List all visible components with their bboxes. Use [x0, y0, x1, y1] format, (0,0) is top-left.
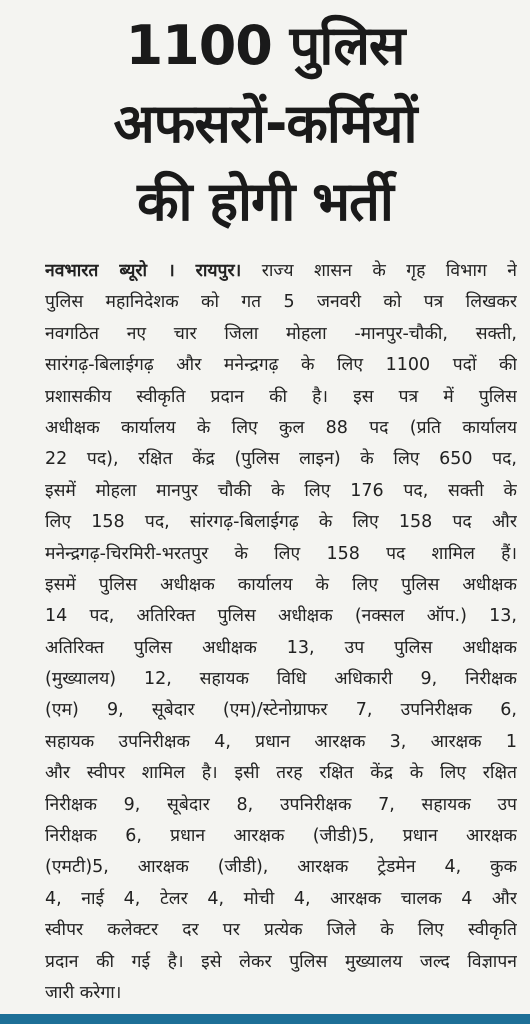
article-line: निरीक्षक 9, सूबेदार 8, उपनिरीक्षक 7, सहायक उप	[45, 794, 517, 815]
article-line: निरीक्षक 6, प्रधान आरक्षक (जीडी)5, प्रधान आरक्षक	[45, 826, 517, 847]
headline-line-2: अफसरों-कर्मियों	[113, 92, 417, 155]
article-byline: नवभारत ब्यूरो । रायपुर।	[45, 261, 242, 281]
article-line: सहायक उपनिरीक्षक 4, प्रधान आरक्षक 3, आरक्षक 1	[45, 731, 517, 752]
article-line: (एमटी)5, आरक्षक (जीडी), आरक्षक ट्रेडमेन 4, कुक	[45, 857, 517, 878]
article-line: नवगठित नए चार जिला मोहला -मानपुर-चौकी, सक्ती,	[45, 323, 517, 344]
article-line	[45, 256, 517, 287]
article-line: सारंगढ़-बिलाईगढ़ और मनेन्द्रगढ़ के लिए 1100 पदों की	[45, 355, 517, 376]
headline-line-1: 1100 पुलिस	[125, 14, 405, 77]
bottom-color-bar	[0, 1014, 530, 1024]
article-line: लिए 158 पद, सांरगढ़-बिलाईगढ़ के लिए 158 पद और	[45, 512, 517, 533]
article-line: जारी करेगा।	[45, 982, 122, 1003]
article-line: अतिरिक्त पुलिस अधीक्षक 13, उप पुलिस अधीक्षक	[45, 637, 517, 658]
article-line: अधीक्षक कार्यालय के लिए कुल 88 पद (प्रति कार्यालय	[45, 417, 517, 438]
article-line: 4, नाई 4, टेलर 4, मोची 4, आरक्षक चालक 4 और	[45, 888, 517, 909]
article-body	[45, 256, 517, 1009]
article-line: स्वीपर कलेक्टर दर पर प्रत्येक जिले के लिए स्वीकृति	[45, 920, 517, 941]
article-line-text: राज्य शासन के गृह विभाग ने	[241, 261, 517, 281]
article-line: प्रदान की गई है। इसे लेकर पुलिस मुख्यालय जल्द विज्ञापन	[45, 951, 517, 972]
article-line: मनेन्द्रगढ़-चिरमिरी-भरतपुर के लिए 158 पद शामिल हैं।	[45, 543, 517, 564]
article-line: इसमें मोहला मानपुर चौकी के लिए 176 पद, सक्ती के	[45, 480, 517, 501]
headline-line-3: की होगी भर्ती	[137, 170, 393, 233]
article-line: (मुख्यालय) 12, सहायक विधि अधिकारी 9, निरीक्षक	[45, 669, 517, 690]
article-line: 14 पद, अतिरिक्त पुलिस अधीक्षक (नक्सल ऑप.) 13,	[45, 606, 517, 627]
article-line: इसमें पुलिस अधीक्षक कार्यालय के लिए पुलिस अधीक्षक	[45, 574, 517, 595]
article-line: 22 पद), रक्षित केंद्र (पुलिस लाइन) के लिए 650 पद,	[45, 449, 517, 470]
article-line: पुलिस महानिदेशक को गत 5 जनवरी को पत्र लिखकर	[45, 292, 517, 313]
article-line: प्रशासकीय स्वीकृति प्रदान की है। इस पत्र में पुलिस	[45, 386, 517, 407]
article-line: और स्वीपर शामिल है। इसी तरह रक्षित केंद्र के लिए रक्षित	[45, 763, 517, 784]
article-line: (एम) 9, सूबेदार (एम)/स्टेनोग्राफर 7, उपनिरीक्षक 6,	[45, 700, 517, 721]
